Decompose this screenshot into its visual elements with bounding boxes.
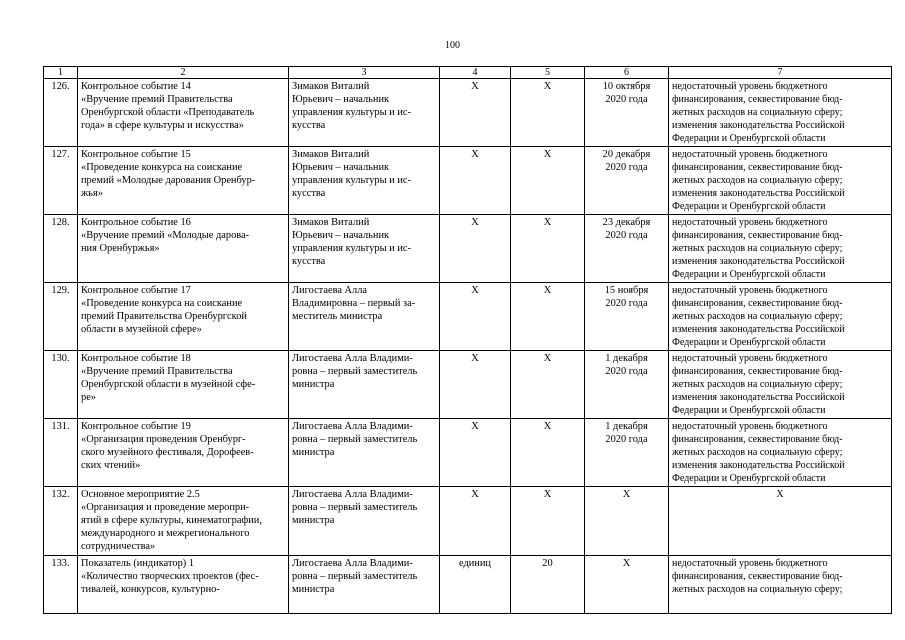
column-4-value: Х (440, 283, 511, 351)
table-row (44, 79, 892, 147)
column-header: 5 (511, 67, 585, 79)
row-number: 126. (44, 79, 78, 147)
column-header: 3 (289, 67, 440, 79)
column-5-value: Х (511, 419, 585, 487)
responsible-person: Лигостаева Алла Владими- ровна – первый заместитель министра (289, 351, 440, 419)
column-4-value: Х (440, 147, 511, 215)
column-4-value: Х (440, 215, 511, 283)
event-description: Основное мероприятие 2.5 «Организация и проведение меропри- ятий в сфере культуры, кинематографии, международного и межрегионального сотрудничества» (78, 487, 289, 556)
column-4-value: единиц (440, 556, 511, 614)
risk-description: недостаточный уровень бюджетного финансирования, секвестирование бюд- жетных расходов на социальную сферу; (669, 556, 892, 614)
risk-description: недостаточный уровень бюджетного финансирования, секвестирование бюд- жетных расходов на социальную сферу; изменения законодательства Российской Федерации и Оренбургской области (669, 419, 892, 487)
column-header: 4 (440, 67, 511, 79)
due-date: 23 декабря 2020 года (585, 215, 669, 283)
row-number: 131. (44, 419, 78, 487)
column-number-row (44, 67, 892, 79)
responsible-person: Зимаков Виталий Юрьевич – начальник управления культуры и ис- кусства (289, 79, 440, 147)
column-header: 2 (78, 67, 289, 79)
risk-description: недостаточный уровень бюджетного финансирования, секвестирование бюд- жетных расходов на социальную сферу; изменения законодательства Российской Федерации и Оренбургской области (669, 351, 892, 419)
event-description: Контрольное событие 14 «Вручение премий Правительства Оренбургской области «Преподаватель года» в сфере культуры и искусства» (78, 79, 289, 147)
risk-description: недостаточный уровень бюджетного финансирования, секвестирование бюд- жетных расходов на социальную сферу; изменения законодательства Российской Федерации и Оренбургской области (669, 215, 892, 283)
column-5-value: Х (511, 147, 585, 215)
responsible-person: Лигостаева Алла Владими- ровна – первый заместитель министра (289, 487, 440, 556)
risk-description: недостаточный уровень бюджетного финансирования, секвестирование бюд- жетных расходов на социальную сферу; изменения законодательства Российской Федерации и Оренбургской области (669, 79, 892, 147)
column-header: 1 (44, 67, 78, 79)
responsible-person: Лигостаева Алла Владими- ровна – первый заместитель министра (289, 556, 440, 614)
due-date: 1 декабря 2020 года (585, 419, 669, 487)
column-5-value: Х (511, 79, 585, 147)
event-description: Контрольное событие 15 «Проведение конкурса на соискание премий «Молодые дарования Оренбур- жья» (78, 147, 289, 215)
table-row (44, 351, 892, 419)
responsible-person: Зимаков Виталий Юрьевич – начальник управления культуры и ис- кусства (289, 147, 440, 215)
due-date: Х (585, 556, 669, 614)
risk-description: Х (669, 487, 892, 556)
due-date: 1 декабря 2020 года (585, 351, 669, 419)
column-5-value: Х (511, 487, 585, 556)
table-row (44, 283, 892, 351)
document-table (43, 66, 892, 614)
event-description: Показатель (индикатор) 1 «Количество творческих проектов (фес- тивалей, конкурсов, культурно- (78, 556, 289, 614)
row-number: 127. (44, 147, 78, 215)
table-row (44, 147, 892, 215)
table-row (44, 556, 892, 614)
responsible-person: Зимаков Виталий Юрьевич – начальник управления культуры и ис- кусства (289, 215, 440, 283)
column-header: 6 (585, 67, 669, 79)
column-4-value: Х (440, 351, 511, 419)
due-date: 10 октября 2020 года (585, 79, 669, 147)
risk-description: недостаточный уровень бюджетного финансирования, секвестирование бюд- жетных расходов на социальную сферу; изменения законодательства Российской Федерации и Оренбургской области (669, 147, 892, 215)
column-5-value: Х (511, 283, 585, 351)
event-description: Контрольное событие 17 «Проведение конкурса на соискание премий Правительства Оренбургской области в музейной сфере» (78, 283, 289, 351)
due-date: 15 ноября 2020 года (585, 283, 669, 351)
column-5-value: Х (511, 351, 585, 419)
table-row (44, 215, 892, 283)
risk-description: недостаточный уровень бюджетного финансирования, секвестирование бюд- жетных расходов на социальную сферу; изменения законодательства Российской Федерации и Оренбургской области (669, 283, 892, 351)
page-number: 100 (445, 40, 460, 51)
due-date: Х (585, 487, 669, 556)
row-number: 133. (44, 556, 78, 614)
row-number: 130. (44, 351, 78, 419)
event-description: Контрольное событие 19 «Организация проведения Оренбург- ского музейного фестиваля, Дорофеев- ских чтений» (78, 419, 289, 487)
event-description: Контрольное событие 16 «Вручение премий «Молодые дарова- ния Оренбуржья» (78, 215, 289, 283)
table-row (44, 419, 892, 487)
due-date: 20 декабря 2020 года (585, 147, 669, 215)
responsible-person: Лигостаева Алла Владимировна – первый за- меститель министра (289, 283, 440, 351)
column-4-value: Х (440, 79, 511, 147)
row-number: 132. (44, 487, 78, 556)
row-number: 129. (44, 283, 78, 351)
column-header: 7 (669, 67, 892, 79)
event-description: Контрольное событие 18 «Вручение премий Правительства Оренбургской области в музейной сфе- ре» (78, 351, 289, 419)
row-number: 128. (44, 215, 78, 283)
responsible-person: Лигостаева Алла Владими- ровна – первый заместитель министра (289, 419, 440, 487)
column-4-value: Х (440, 487, 511, 556)
table-row (44, 487, 892, 556)
column-5-value: 20 (511, 556, 585, 614)
column-5-value: Х (511, 215, 585, 283)
column-4-value: Х (440, 419, 511, 487)
